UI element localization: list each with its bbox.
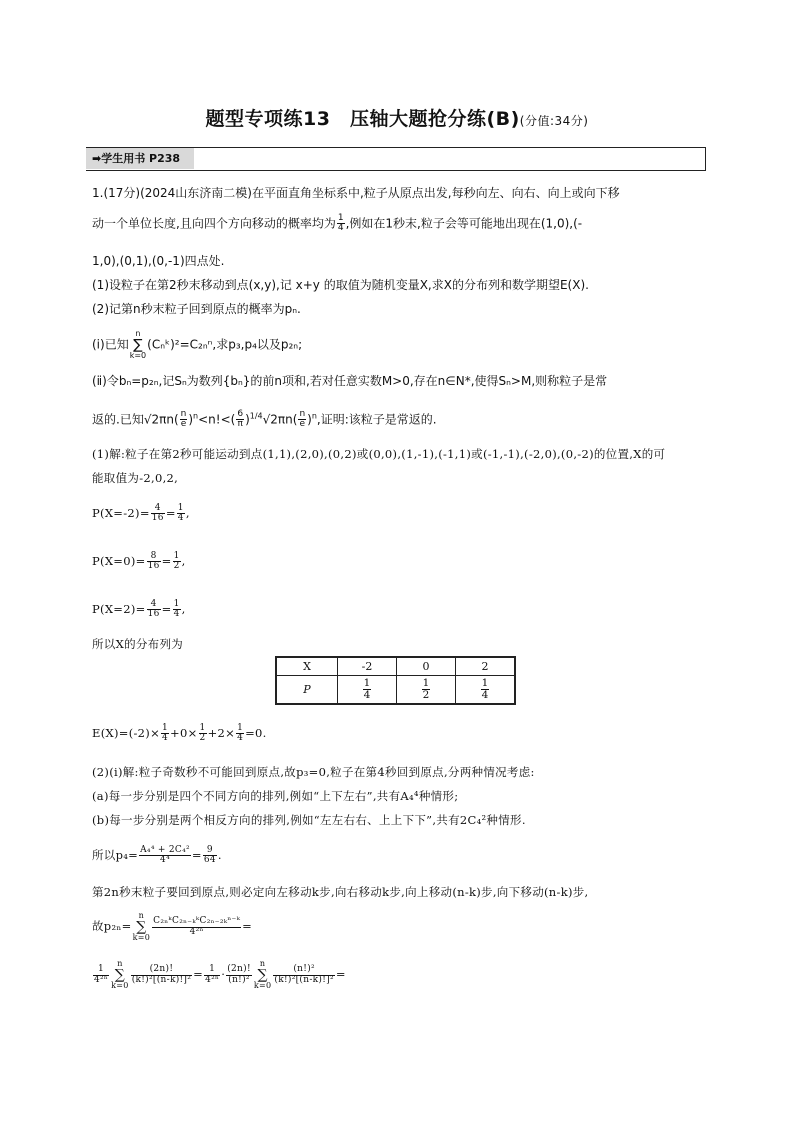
table-row <box>276 657 515 676</box>
expectation: E(X)=(-2)× $\frac{1}{4}$ +0× $\frac{1}{2}$ +2× $\frac{1}{4}$ =0. <box>92 723 267 744</box>
title-text: 题型专项练13 压轴大题抢分练(B) <box>205 108 520 130</box>
solution-line2: 能取值为-2,0,2, <box>92 471 179 485</box>
table-cell: P <box>276 676 338 705</box>
table-cell: -2 <box>338 657 397 676</box>
table-cell: $\frac{1}{4}$ <box>338 676 397 705</box>
p2n-formula: 故p₂ₙ=n ∑ k=0 $\frac{\text{C₂ₙᵏC₂ₙ₋ₖᵏC₂ₙ₋₂ₖⁿ⁻ᵏ}}{\text{4²ⁿ}}$ = <box>92 911 253 942</box>
solution-2n: 第2n秒末粒子要回到原点,则必定向左移动k步,向右移动k步,向上移动(n-k)步,向下移动(n-k)步, <box>92 885 589 899</box>
table-cell: 2 <box>456 657 516 676</box>
distribution-intro: 所以X的分布列为 <box>92 637 184 651</box>
table-cell: $\frac{1}{4}$ <box>456 676 516 705</box>
table-cell: $\frac{1}{2}$ <box>397 676 456 705</box>
prob-x-0: P(X=0)= $\frac{8}{16}$ = $\frac{1}{2}$ , <box>92 551 186 572</box>
solution-case-a: (a)每一步分别是四个不同方向的排列,例如“上下左右”,共有A₄⁴种情形; <box>92 789 459 803</box>
table-cell: X <box>276 657 338 676</box>
solution-line1: (1)解:粒子在第2秒可能运动到点(1,1),(2,0),(0,2)或(0,0),(1,-1),(-1,1)或(-1,-1),(-2,0),(0,-2)的位置,X的可 <box>92 447 666 461</box>
problem-intro-line2: 动一个单位长度,且向四个方向移动的概率均为 $\frac{1}{4}$ ,例如在1秒末,粒子会等可能地出现在(1,0),(- <box>92 213 583 234</box>
solution-2i: (2)(ⅰ)解:粒子奇数秒不可能回到原点,故p₃=0,粒子在第4秒回到原点,分两种情况考虑: <box>92 765 535 779</box>
problem-part2-i: (ⅰ)已知n ∑ k=0(Cₙᵏ)²=C₂ₙⁿ,求p₃,p₄以及p₂ₙ; <box>92 329 303 360</box>
section-banner <box>86 147 706 171</box>
score-note: (分值:34分) <box>519 114 589 128</box>
p2n-expansion: $\frac{1}{\text{4²ⁿ}}$ n ∑ k=0 $\frac{(2n)!}{\text{(k!)²[(n-k)!]²}}$ = $\frac{1}{\text{4²ⁿ}}$ · $\frac{(2n)!}{\text{(n!)²}}$ n ∑ k=0 $\frac{\text{(n!)²}}{\text{(k!)²[(n-k)!]²}}$ = <box>94 959 346 990</box>
p4-formula: 所以p₄= $\frac{\text{A₄⁴ + 2C₄²}}{\text{4⁴}}$ = $\frac{9}{64}$ . <box>92 845 222 866</box>
problem-part2-ii-line2: 返的.已知√2πn( $\frac{n}{e}$ )$^n$<n!<( $\frac{6}{\pi}$ )$^{1/4}$√2πn( $\frac{n}{e}$ )$^n$,证明:该粒子是常返的. <box>92 409 437 430</box>
prob-x-minus2: P(X=-2)= $\frac{4}{16}$ = $\frac{1}{4}$ , <box>92 503 190 524</box>
table-row <box>276 676 515 705</box>
table-cell: 0 <box>397 657 456 676</box>
page-title <box>0 104 794 131</box>
problem-intro-line3: 1,0),(0,1),(0,-1)四点处. <box>92 254 225 268</box>
solution-case-b: (b)每一步分别是两个相反方向的排列,例如“左左右右、上上下下”,共有2C₄²种情形. <box>92 813 526 827</box>
distribution-table <box>275 656 516 705</box>
prob-x-2: P(X=2)= $\frac{4}{16}$ = $\frac{1}{4}$ , <box>92 599 186 620</box>
problem-part2-ii-line1: (ⅱ)令bₙ=p₂ₙ,记Sₙ为数列{bₙ}的前n项和,若对任意实数M>0,存在n∈N*,使得Sₙ>M,则称粒子是常 <box>92 374 608 388</box>
banner-label: ➡学生用书 P238 <box>86 148 194 169</box>
problem-part2: (2)记第n秒末粒子回到原点的概率为pₙ. <box>92 302 301 316</box>
problem-part1: (1)设粒子在第2秒末移动到点(x,y),记 x+y 的取值为随机变量X,求X的分布列和数学期望E(X). <box>92 278 589 292</box>
problem-intro-line1: 1.(17分)(2024山东济南二模)在平面直角坐标系中,粒子从原点出发,每秒向左、向右、向上或向下移 <box>92 186 620 200</box>
